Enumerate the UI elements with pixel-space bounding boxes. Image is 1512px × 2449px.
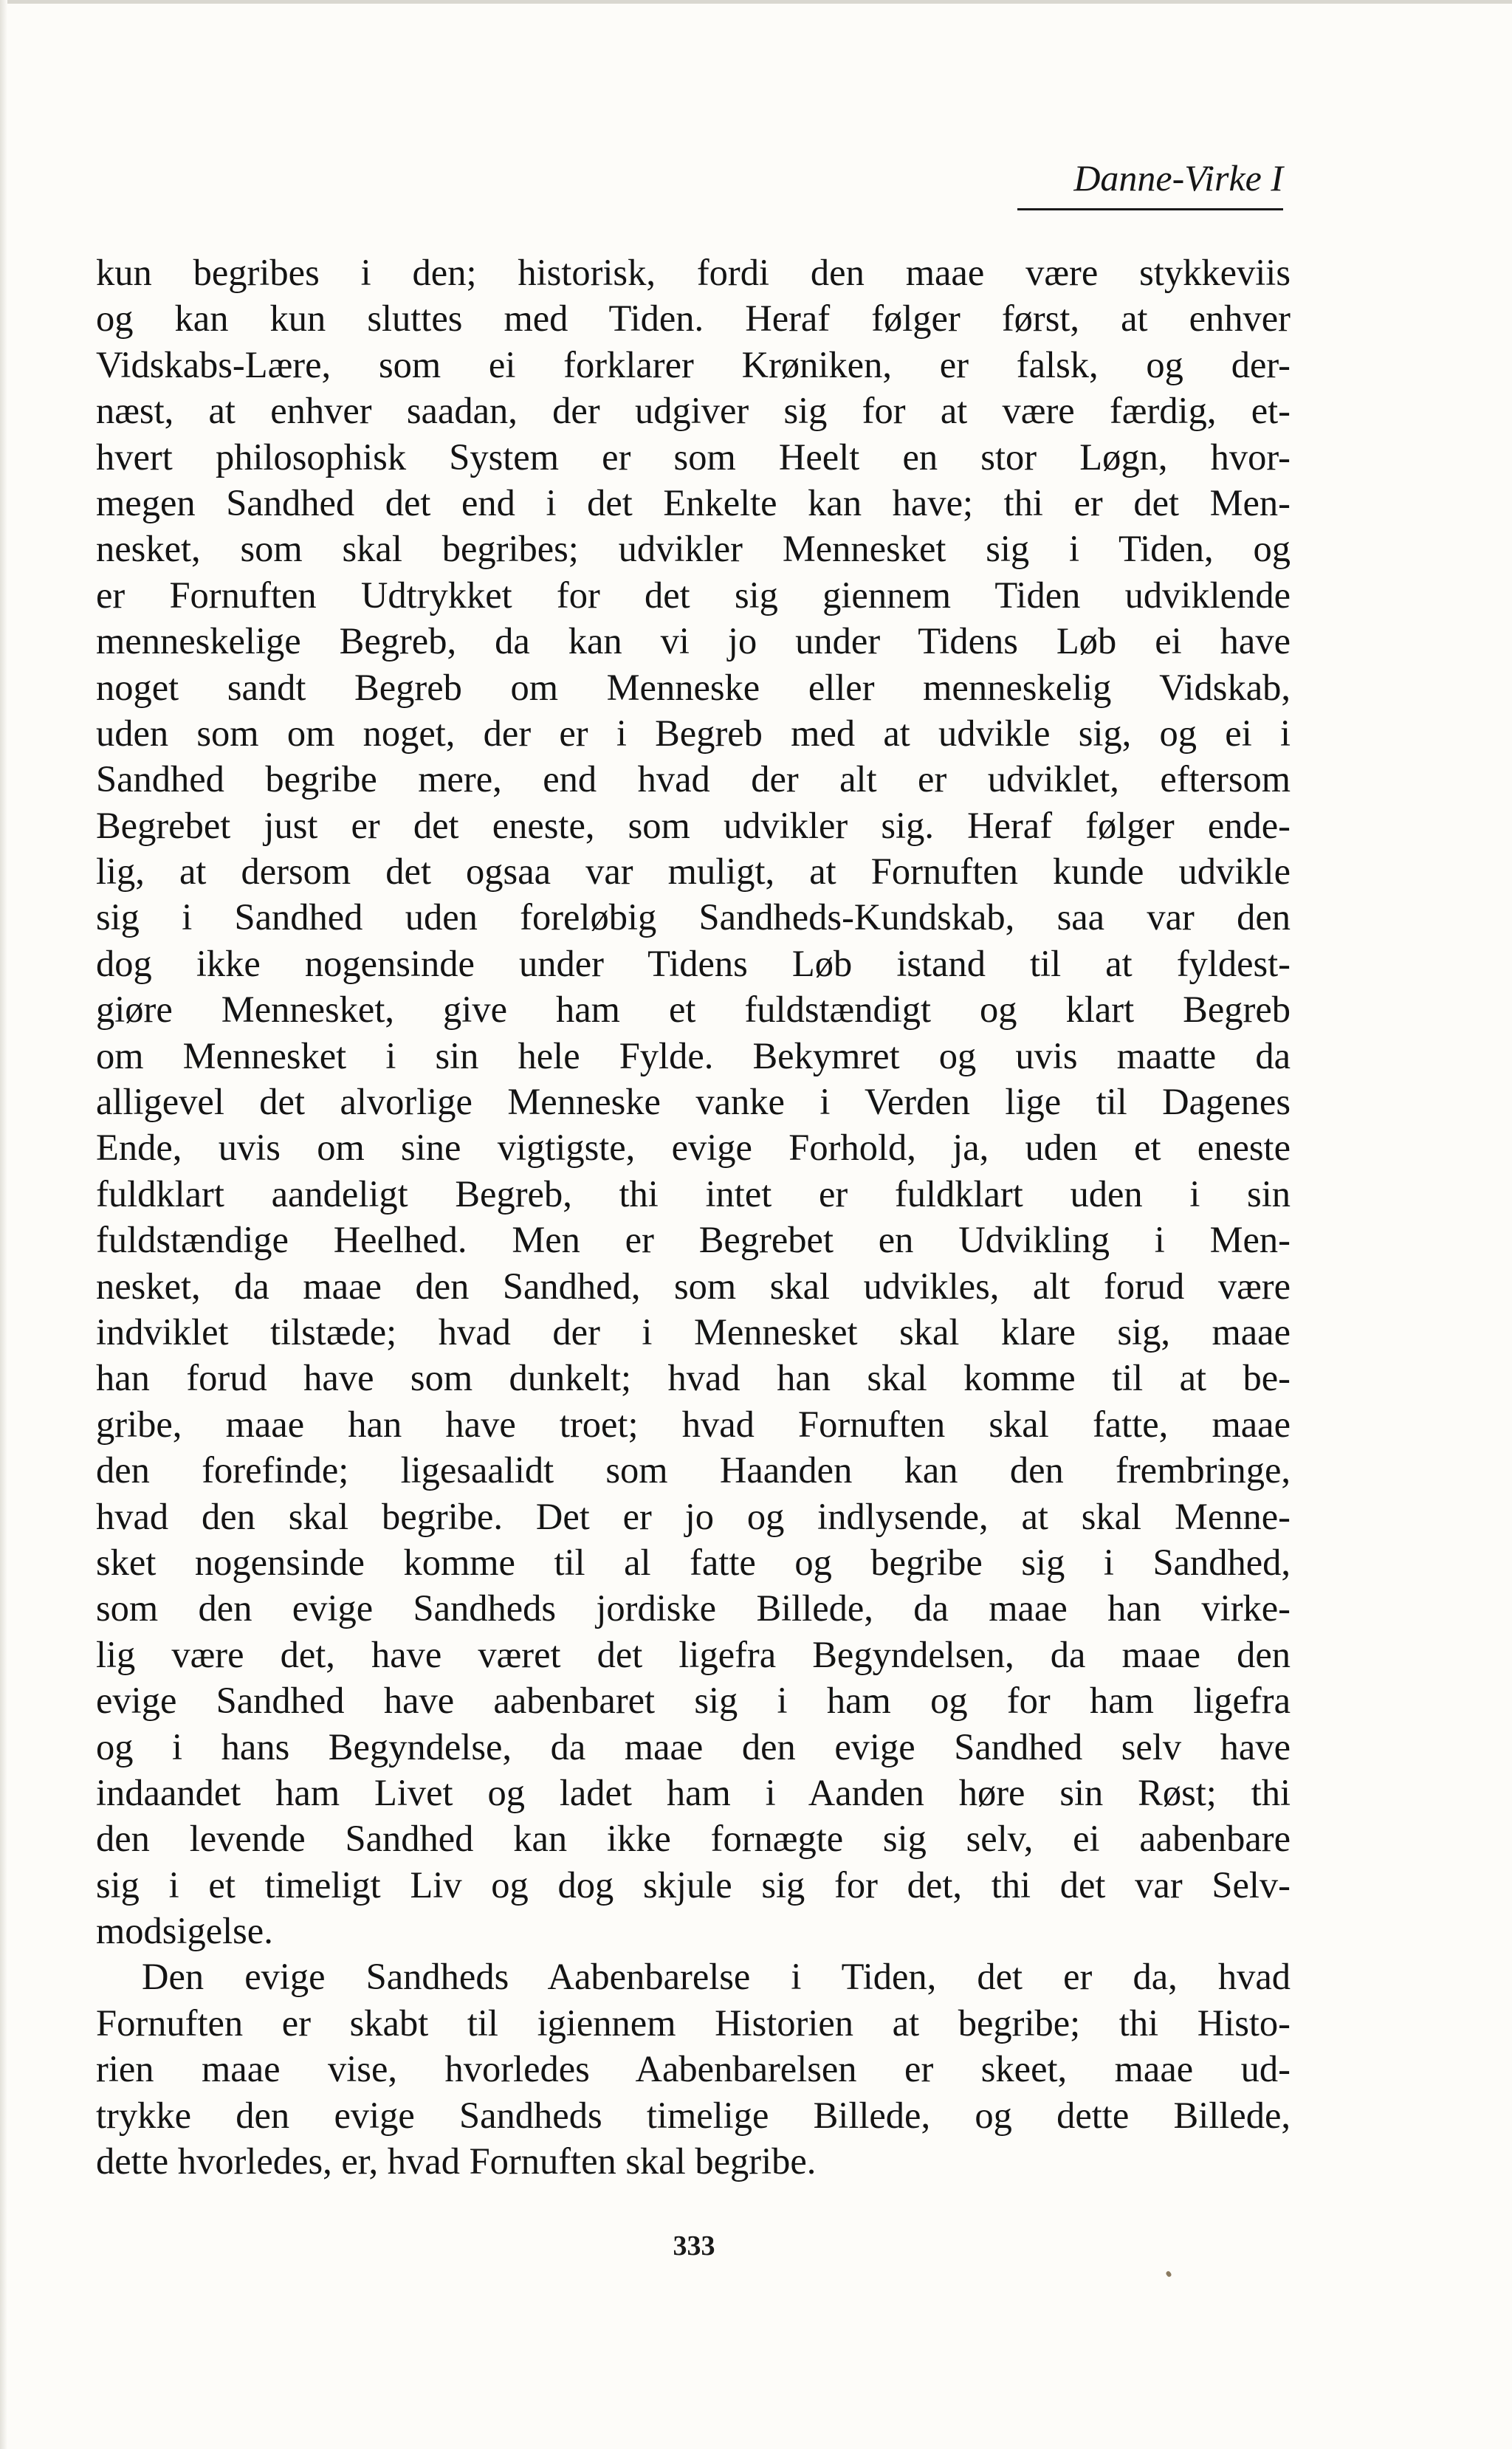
running-title: Danne-Virke I [1073, 157, 1283, 199]
page-number: 333 [673, 2230, 715, 2261]
text-line: gribe, maae han have troet; hvad Fornuften skal fatte, maae [96, 1403, 1291, 1445]
text-line: den levende Sandhed kan ikke fornægte sig selv, ei aabenbare [96, 1818, 1291, 1860]
text-line: sket nogensinde komme til al fatte og begribe sig i Sandhed, [96, 1541, 1291, 1583]
text-line: alligevel det alvorlige Menneske vanke i Verden lige til Dagenes [96, 1081, 1291, 1123]
text-line: kun begribes i den; historisk, fordi den maae være stykkeviis [96, 252, 1291, 293]
text-line: hvert philosophisk System er som Heelt en stor Løgn, hvor- [96, 436, 1291, 478]
text-line: dog ikke nogensinde under Tidens Løb istand til at fyldest- [96, 942, 1291, 984]
text-line: uden som om noget, der er i Begreb med at udvikle sig, og ei i [96, 712, 1291, 754]
text-line: indaandet ham Livet og ladet ham i Aanden høre sin Røst; thi [96, 1771, 1291, 1813]
text-line: trykke den evige Sandheds timelige Billede, og dette Billede, [96, 2094, 1291, 2136]
page-left-edge [0, 0, 7, 2449]
body-text [96, 250, 1291, 2184]
text-line: megen Sandhed det end i det Enkelte kan have; thi er det Men- [96, 481, 1291, 523]
text-line: Vidskabs-Lære, som ei forklarer Krøniken, er falsk, og der- [96, 343, 1291, 385]
text-line: lig være det, have været det ligefra Begyndelsen, da maae den [96, 1633, 1291, 1675]
page-top-edge [0, 0, 1512, 4]
text-line: Begrebet just er det eneste, som udvikler sig. Heraf følger ende- [96, 804, 1291, 846]
paragraph-start-line: Den evige Sandheds Aabenbarelse i Tiden, det er da, hvad [142, 1956, 1291, 1998]
text-line: nesket, da maae den Sandhed, som skal udvikles, alt forud være [96, 1265, 1291, 1307]
text-line: evige Sandhed have aabenbaret sig i ham og for ham ligefra [96, 1680, 1291, 1722]
text-line: Ende, uvis om sine vigtigste, evige Forhold, ja, uden et eneste [96, 1127, 1291, 1169]
paragraph-end-line: dette hvorledes, er, hvad Fornuften skal begribe. [96, 2140, 817, 2182]
text-line: er Fornuften Udtrykket for det sig giennem Tiden udviklende [96, 574, 1291, 616]
text-line: Fornuften er skabt til igiennem Historien at begribe; thi Histo- [96, 2002, 1291, 2044]
text-line: rien maae vise, hvorledes Aabenbarelsen er skeet, maae ud- [96, 2048, 1291, 2090]
text-line: indviklet tilstæde; hvad der i Mennesket skal klare sig, maae [96, 1311, 1291, 1353]
text-line: og kan kun sluttes med Tiden. Heraf følger først, at enhver [96, 298, 1291, 340]
text-line: som den evige Sandheds jordiske Billede, da maae han virke- [96, 1587, 1291, 1629]
paper-speck [1165, 2270, 1172, 2278]
text-line: nesket, som skal begribes; udvikler Mennesket sig i Tiden, og [96, 528, 1291, 570]
text-line: lig, at dersom det ogsaa var muligt, at Fornuften kunde udvikle [96, 851, 1291, 893]
text-line: fuldklart aandeligt Begreb, thi intet er fuldklart uden i sin [96, 1172, 1291, 1215]
text-line: hvad den skal begribe. Det er jo og indlysende, at skal Menne- [96, 1495, 1291, 1537]
text-line: om Mennesket i sin hele Fylde. Bekymret og uvis maatte da [96, 1034, 1291, 1076]
text-line: menneskelige Begreb, da kan vi jo under Tidens Løb ei have [96, 620, 1291, 662]
text-line: den forefinde; ligesaalidt som Haanden kan den frembringe, [96, 1449, 1291, 1491]
text-line: Sandhed begribe mere, end hvad der alt er udviklet, eftersom [96, 758, 1291, 800]
text-line: noget sandt Begreb om Menneske eller menneskelig Vidskab, [96, 666, 1291, 708]
text-line: giøre Mennesket, give ham et fuldstændigt og klart Begreb [96, 989, 1291, 1031]
text-line: han forud have som dunkelt; hvad han skal komme til at be- [96, 1357, 1291, 1399]
paragraph-end-line: modsigelse. [96, 1910, 273, 1952]
text-line: sig i et timeligt Liv og dog skjule sig for det, thi det var Selv- [96, 1864, 1291, 1906]
text-line: og i hans Begyndelse, da maae den evige Sandhed selv have [96, 1725, 1291, 1768]
text-line: fuldstændige Heelhed. Men er Begrebet en Udvikling i Men- [96, 1219, 1291, 1261]
text-line: næst, at enhver saadan, der udgiver sig for at være færdig, et- [96, 390, 1291, 432]
text-line: sig i Sandhed uden foreløbig Sandheds-Kundskab, saa var den [96, 896, 1291, 938]
header-rule [1017, 208, 1283, 210]
